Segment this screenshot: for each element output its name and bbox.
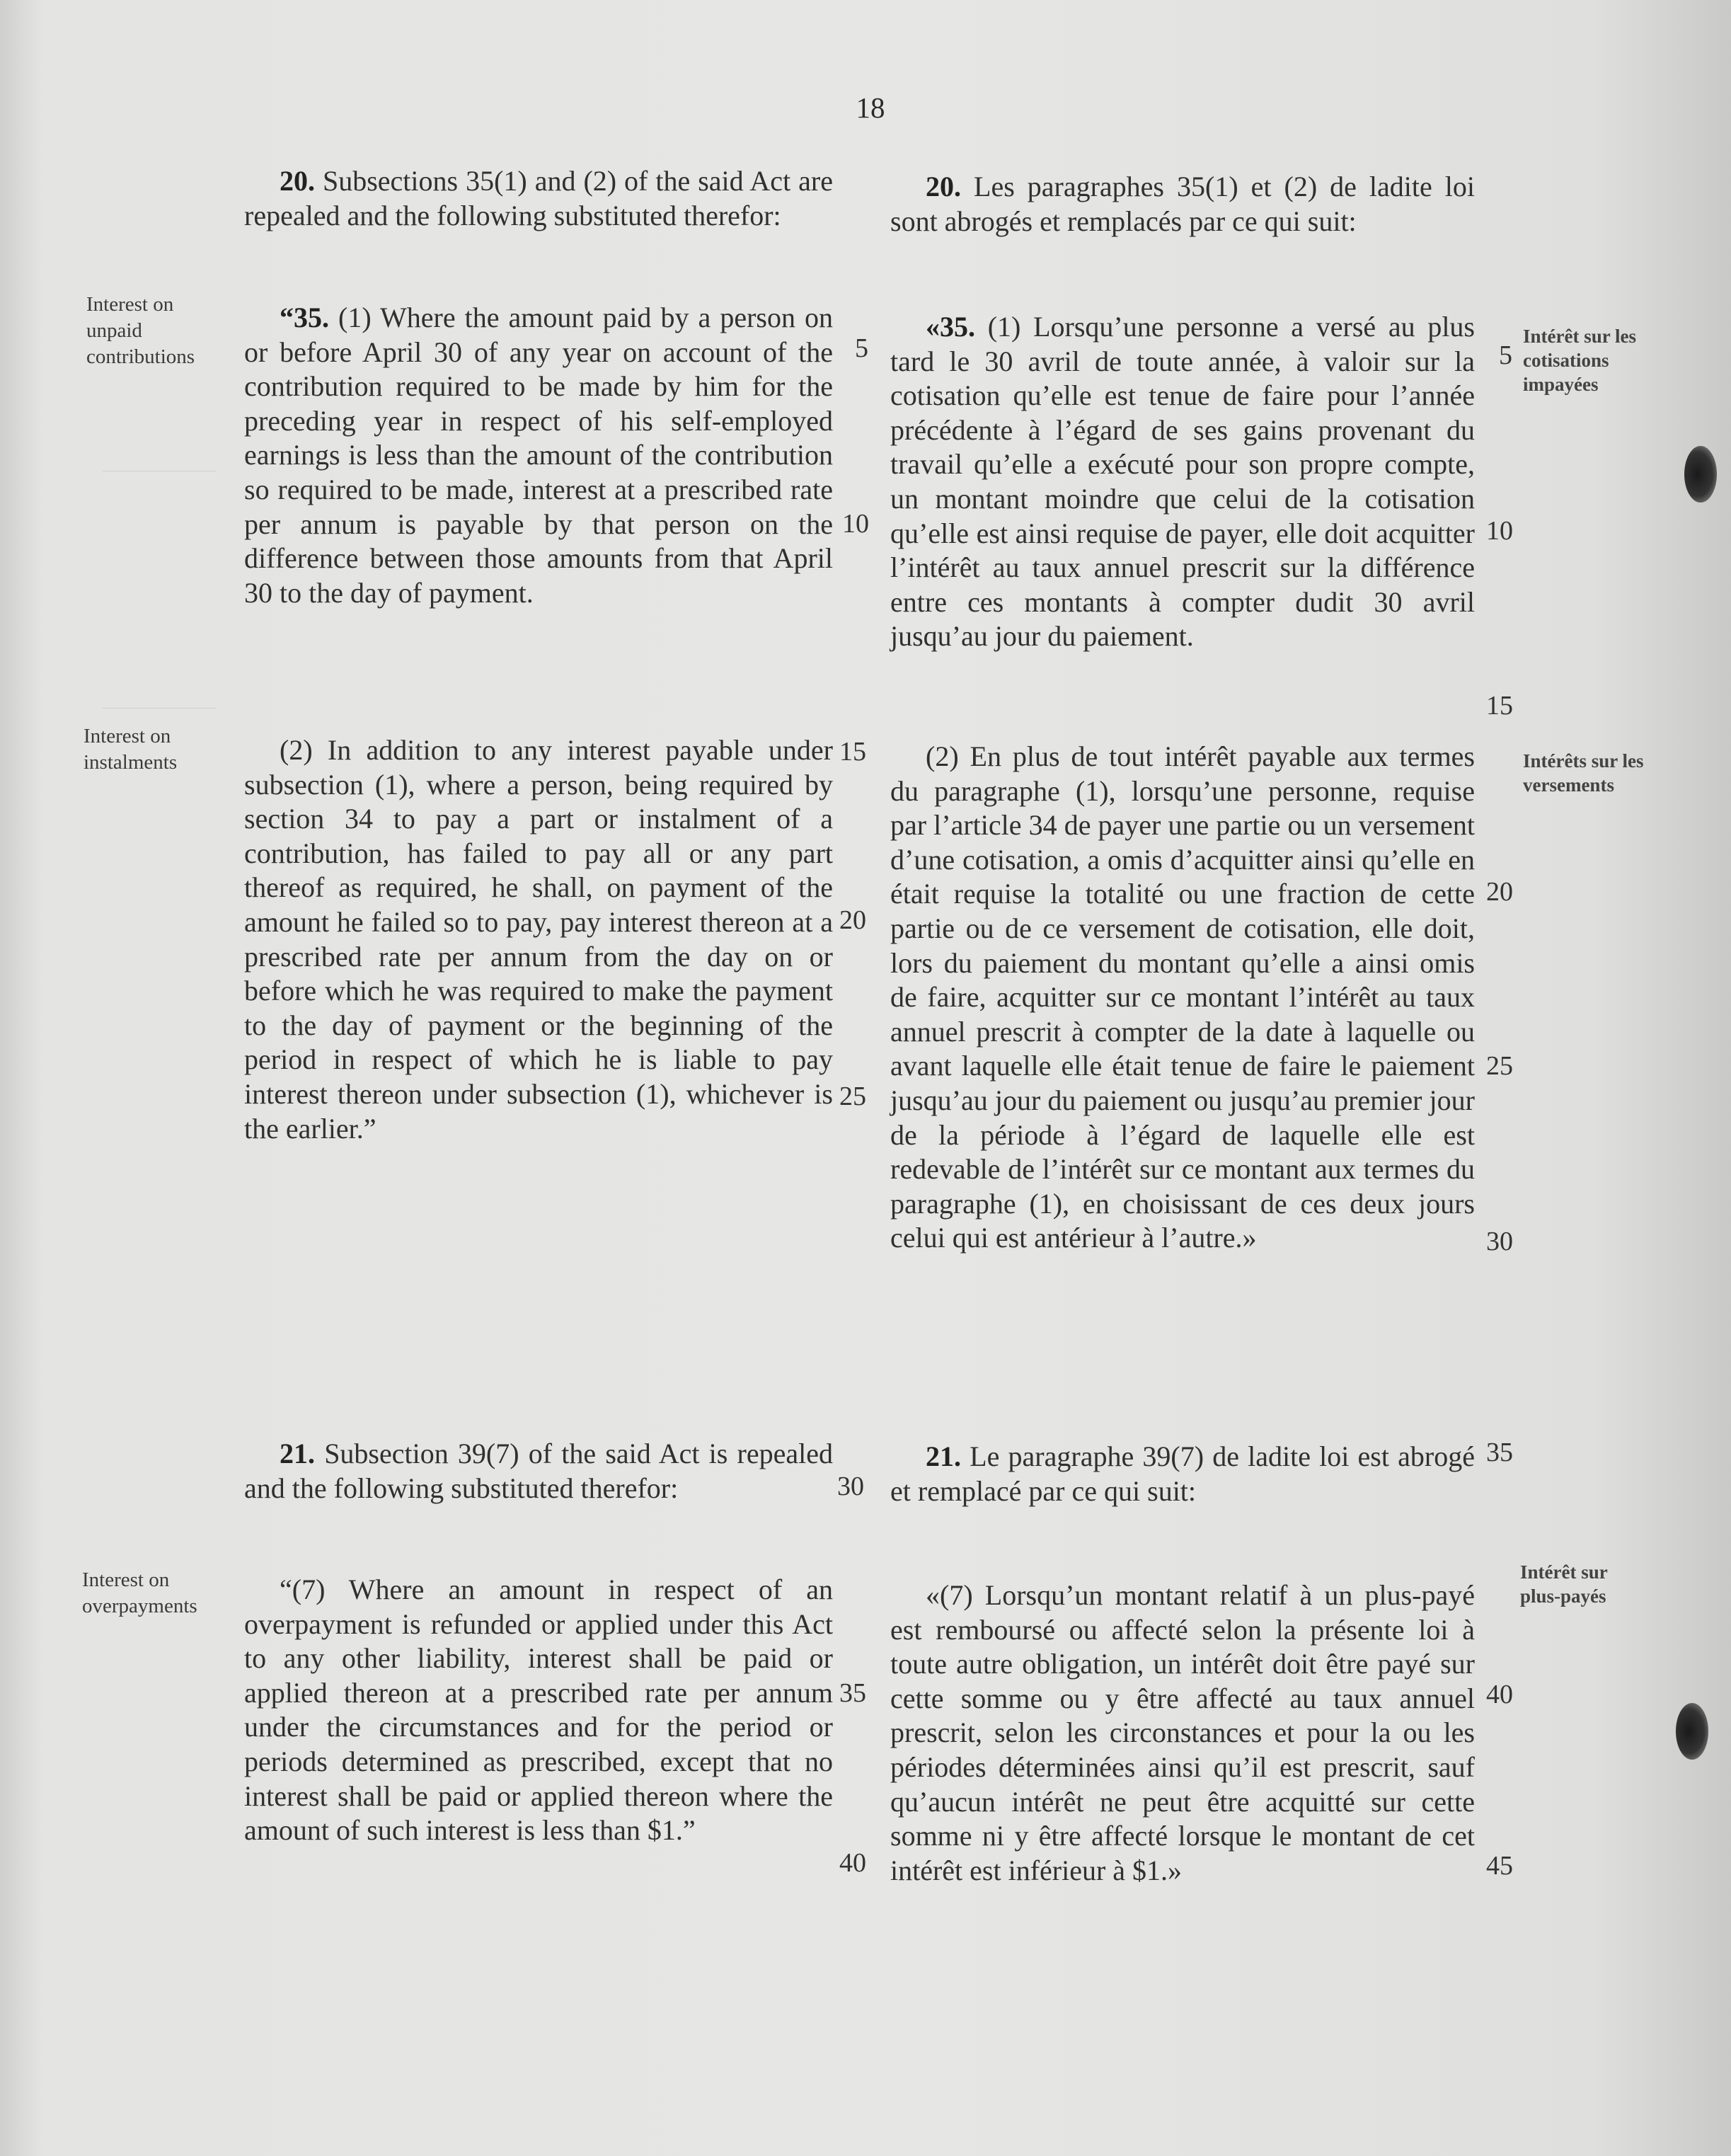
section-number: «35. [926, 311, 975, 343]
line-number: 35 [1486, 1438, 1513, 1467]
side-note-interest-overpayments: Interest on overpayments [82, 1569, 197, 1617]
line-number: 35 [839, 1678, 866, 1708]
section-number: “35. [280, 302, 329, 333]
line-number: 5 [855, 333, 868, 363]
section-number: 20. [926, 171, 961, 202]
side-note-interest-instalments: Interest on instalments [84, 725, 178, 774]
line-number: 10 [1486, 516, 1513, 546]
side-note-interest-unpaid: Interest on unpaid contributions [86, 293, 195, 368]
side-note-interet-plus-payes: Intérêt sur plus-payés [1520, 1561, 1608, 1607]
english-s20-intro [244, 164, 833, 233]
section-text: (2) In addition to any interest payable under subsection (1), where a person, being required by section 34 to pay a part or instalment of a contribution, has failed to pay all or any part thereof as required, he shall, on payment of the amount he failed so to pay, pay interest thereon at a prescribed rate per annum from the day on or before which he was required to make the payment to the day of payment or the beginning of the period in respect of which he is liable to pay interest thereon under subsection (1), whichever is the earlier.” [244, 734, 833, 1145]
section-text: (1) Where the amount paid by a person on or before April 30 of any year on account of the contribution required to be made by him for the preceding year in respect of his self-employed earnings is less than the amount of the contribution so required to be made, interest at a prescribed rate per annum is payable by that person on the difference between those amounts from that April 30 to the day of payment. [244, 302, 833, 609]
line-number: 40 [1486, 1680, 1513, 1709]
line-number: 15 [1486, 691, 1513, 721]
binder-hole [1684, 446, 1717, 503]
section-text: Subsection 39(7) of the said Act is repealed and the following substituted therefor: [244, 1438, 833, 1504]
line-number: 30 [837, 1472, 864, 1501]
section-number: 21. [280, 1438, 315, 1469]
section-number: 21. [926, 1440, 961, 1472]
side-note-interet-cotisations: Intérêt sur les cotisations impayées [1523, 326, 1636, 395]
section-text: Les paragraphes 35(1) et (2) de ladite loi sont abrogés et remplacés par ce qui suit: [890, 171, 1475, 237]
section-text: «(7) Lorsqu’un montant relatif à un plus-payé est remboursé ou affecté selon la présente loi à toute autre obligation, un intérêt doit être payé sur cette somme ou y être affecté au taux annuel prescrit, selon les circonstances et pour la ou les périodes déterminées ainsi qu’il est prescrit, sauf qu’aucun intérêt ne peut être acquitté sur cette somme ni y être affecté lorsque le montant de cet intérêt est inférieur à $1.» [890, 1579, 1475, 1886]
section-text: (1) Lorsqu’une personne a versé au plus tard le 30 avril de toute année, à valoir sur la cotisation qu’elle est tenue de faire pour l’année précédente à l’égard de ses gains provenant du travail qu’elle a exécuté pour son propre compte, un montant moindre que celui de la cotisation qu’elle est ainsi requise de payer, elle doit acquitter l’intérêt au taux annuel prescrit sur la différence entre ces montants à compter dudit 30 avril jusqu’au jour du paiement. [890, 311, 1475, 653]
section-text: (2) En plus de tout intérêt payable aux termes du paragraphe (1), lorsqu’une personne, requise par l’article 34 de payer une partie ou un versement d’une cotisation, a omis d’acquitter ainsi qu’elle en était requise la totalité ou une fraction de cette partie ou de ce versement de cotisation, elle doit, lors du paiement du montant qu’elle a ainsi omis de faire, acquitter sur ce montant l’intérêt au taux annuel prescrit à compter de la date à laquelle ou avant laquelle elle était tenue de faire le paiement jusqu’au jour du paiement ou jusqu’au premier jour de la période à l’égard de laquelle elle est redevable de l’intérêt sur ce montant aux termes du paragraphe (1), en choisissant de ces deux jours celui qui est antérieur à l’autre.» [890, 740, 1475, 1254]
binder-hole [1676, 1703, 1708, 1760]
english-s21-intro [244, 1437, 833, 1506]
line-number: 15 [839, 737, 866, 767]
line-number: 20 [1486, 877, 1513, 907]
french-s21-intro [890, 1440, 1475, 1508]
line-number: 25 [1486, 1051, 1513, 1081]
line-number: 10 [842, 509, 869, 539]
french-s35-2 [890, 740, 1475, 1256]
line-number: 45 [1486, 1851, 1513, 1881]
english-s35-1 [244, 301, 833, 610]
line-number: 40 [839, 1848, 866, 1878]
section-text: “(7) Where an amount in respect of an overpayment is refunded or applied under this Act to any other liability, interest shall be paid or applied thereon at a prescribed rate per annum under the circumstances and for the period or periods determined as prescribed, except that no interest shall be paid or applied thereon where the amount of such interest is less than $1.” [244, 1573, 833, 1847]
margin-rule [103, 708, 216, 709]
section-text: Subsections 35(1) and (2) of the said Act are repealed and the following substituted therefor: [244, 165, 833, 231]
section-text: Le paragraphe 39(7) de ladite loi est abrogé et remplacé par ce qui suit: [890, 1440, 1475, 1507]
english-s39-7 [244, 1573, 833, 1848]
french-s35-1 [890, 310, 1475, 654]
page-number: 18 [856, 91, 885, 124]
line-number: 20 [839, 905, 866, 935]
line-number: 5 [1499, 340, 1512, 370]
french-s39-7 [890, 1578, 1475, 1888]
line-number: 30 [1486, 1227, 1513, 1256]
side-note-interets-versements: Intérêts sur les versements [1523, 750, 1644, 796]
line-number: 25 [839, 1082, 866, 1111]
english-s35-2 [244, 733, 833, 1146]
french-s20-intro [890, 170, 1475, 239]
section-number: 20. [280, 165, 315, 197]
